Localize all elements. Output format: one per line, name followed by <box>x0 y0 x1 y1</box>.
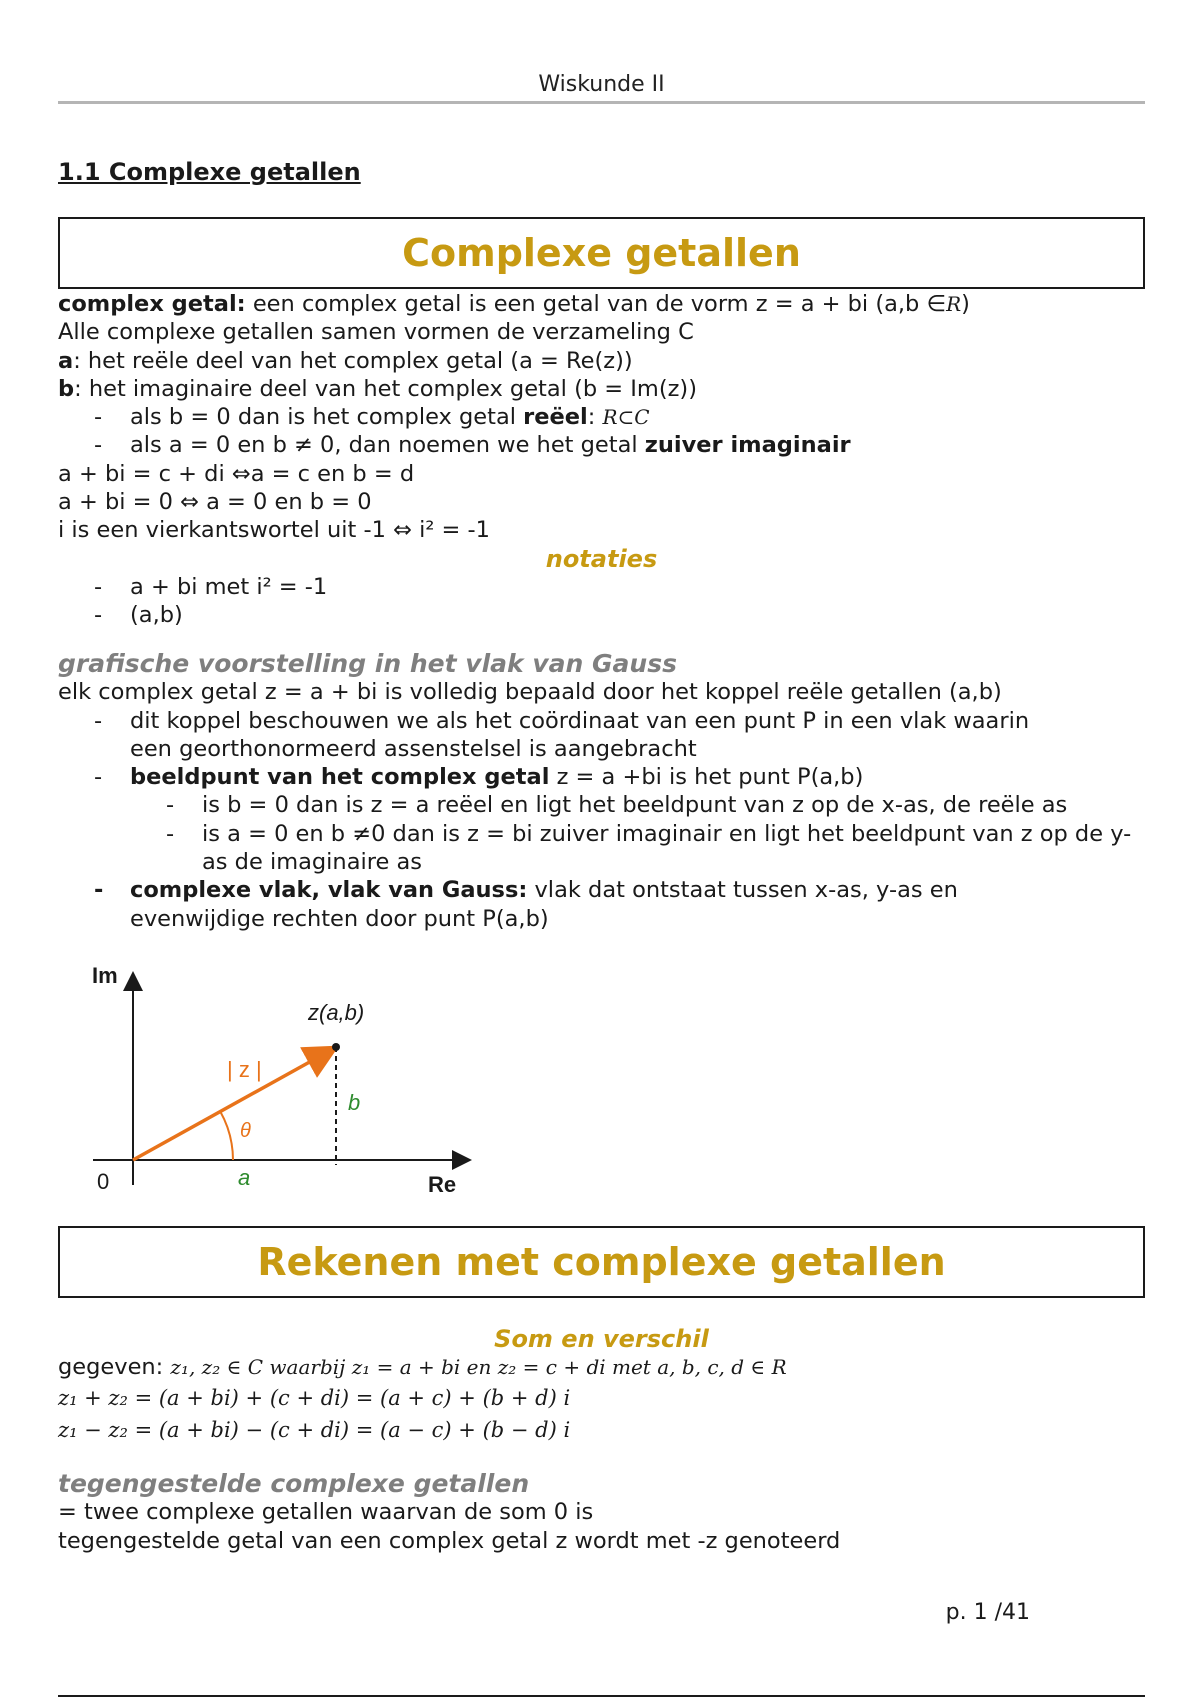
som-block <box>58 1325 1145 1446</box>
modulus-label: | z | <box>227 1057 262 1082</box>
gauss-subitem-reeel: - is b = 0 dan is z = a reëel en ligt het beeldpunt van z op de x-as, de reële as <box>58 791 1145 819</box>
notatie-item: - (a,b) <box>58 601 1145 629</box>
imag-part-line <box>58 375 1145 403</box>
equality-line: a + bi = c + di ⇔a = c en b = d <box>58 460 415 487</box>
re-label: Re <box>428 1172 457 1197</box>
a-label: a <box>238 1165 251 1190</box>
item-bold: zuiver imaginair <box>644 432 851 459</box>
definition-close: ) <box>961 291 970 317</box>
banner-rekenen: Rekenen met complexe getallen <box>58 1226 1145 1298</box>
zero-line: a + bi = 0 ⇔ a = 0 en b = 0 <box>58 489 372 516</box>
set-c-line: Alle complexe getallen samen vormen de verzameling C <box>58 319 694 346</box>
notaties-heading: notaties <box>545 544 658 573</box>
complex-plane-diagram <box>83 955 503 1205</box>
b-label: b <box>58 375 75 402</box>
definition-term: complex getal: <box>58 291 246 317</box>
tegengesteld-line: tegengestelde getal van een complex getal z wordt met -z genoteerd <box>58 1527 841 1554</box>
list-item-zuiver-imaginair <box>58 431 1145 459</box>
section-title: 1.1 Complexe getallen <box>58 158 361 186</box>
page-number: p. 1 /41 <box>945 1600 1030 1625</box>
origin-label: 0 <box>97 1169 110 1194</box>
som-heading: Som en verschil <box>494 1325 709 1353</box>
running-header: Wiskunde II <box>538 72 665 97</box>
tegengesteld-block <box>58 1470 1145 1555</box>
given-line <box>58 1353 1145 1381</box>
tegengesteld-heading: tegengestelde complexe getallen <box>58 1469 530 1498</box>
gauss-block <box>58 650 1145 933</box>
item-text: als b = 0 dan is het complex getal <box>130 404 524 431</box>
item-text: vlak dat ontstaat tussen x-as, y-as en evenwijdige rechten door punt P(a,b) <box>130 877 958 932</box>
real-part-line <box>58 347 1145 375</box>
item-bold: complexe vlak, vlak van Gauss: <box>130 877 528 904</box>
theta-label: θ <box>240 1120 251 1142</box>
a-text: : het reële deel van het complex getal (a = Re(z)) <box>73 347 633 374</box>
list-item-reeel <box>58 403 1145 431</box>
banner-complexe-getallen: Complexe getallen <box>58 217 1145 289</box>
header-rule <box>58 101 1145 104</box>
definitions-block <box>58 290 1145 630</box>
notatie-item: - a + bi met i² = -1 <box>58 573 1145 601</box>
given-math: z₁, z₂ ∈ C waarbij z₁ = a + bi en z₂ = c + di met a, b, c, d ∈ R <box>170 1355 787 1380</box>
subset-math: R⊂C <box>602 405 650 430</box>
gauss-subitem-imaginair: - is a = 0 en b ≠0 dan is z = bi zuiver imaginair en ligt het beeldpunt van z op de y-as de imaginaire as <box>58 820 1142 877</box>
footer-rule <box>58 1695 1145 1697</box>
item-bold: beeldpunt van het complex getal <box>130 764 550 791</box>
theta-arc <box>220 1111 233 1160</box>
gauss-intro: elk complex getal z = a + bi is volledig bepaald door het koppel reële getallen (a,b) <box>58 679 1002 706</box>
sum-formula: z₁ + z₂ = (a + bi) + (c + di) = (a + c) + (b + d) i <box>58 1385 571 1410</box>
definition-line <box>58 290 1145 318</box>
set-r: R <box>946 292 962 316</box>
item-colon: : <box>587 404 603 431</box>
diff-formula: z₁ − z₂ = (a + bi) − (c + di) = (a − c) + (b − d) i <box>58 1417 571 1442</box>
gauss-item-beeldpunt <box>58 763 1145 791</box>
gauss-heading: grafische voorstelling in het vlak van Gauss <box>58 649 677 678</box>
b-label: b <box>348 1090 361 1115</box>
item-text: als a = 0 en b ≠ 0, dan noemen we het getal <box>130 432 645 459</box>
im-label: Im <box>92 963 118 988</box>
point-label: z(a,b) <box>308 1000 365 1025</box>
gauss-item-complexe-vlak <box>58 876 1030 933</box>
item-bold: reëel <box>523 404 588 431</box>
item-text: z = a +bi is het punt P(a,b) <box>549 764 864 791</box>
sqrt-line: i is een vierkantswortel uit -1 ⇔ i² = -1 <box>58 517 490 544</box>
b-text: : het imaginaire deel van het complex getal (b = Im(z)) <box>74 375 697 402</box>
gauss-item-coordinaat: - dit koppel beschouwen we als het coördinaat van een punt P in een vlak waarin een georthonormeerd assenstelsel is aangebracht <box>58 707 1030 764</box>
tegengesteld-line: = twee complexe getallen waarvan de som 0 is <box>58 1499 594 1526</box>
definition-text: een complex getal is een getal van de vorm z = a + bi (a,b ∈ <box>245 291 947 317</box>
z-point <box>332 1043 340 1051</box>
a-label: a <box>58 347 74 374</box>
given-label: gegeven: <box>58 1354 171 1381</box>
